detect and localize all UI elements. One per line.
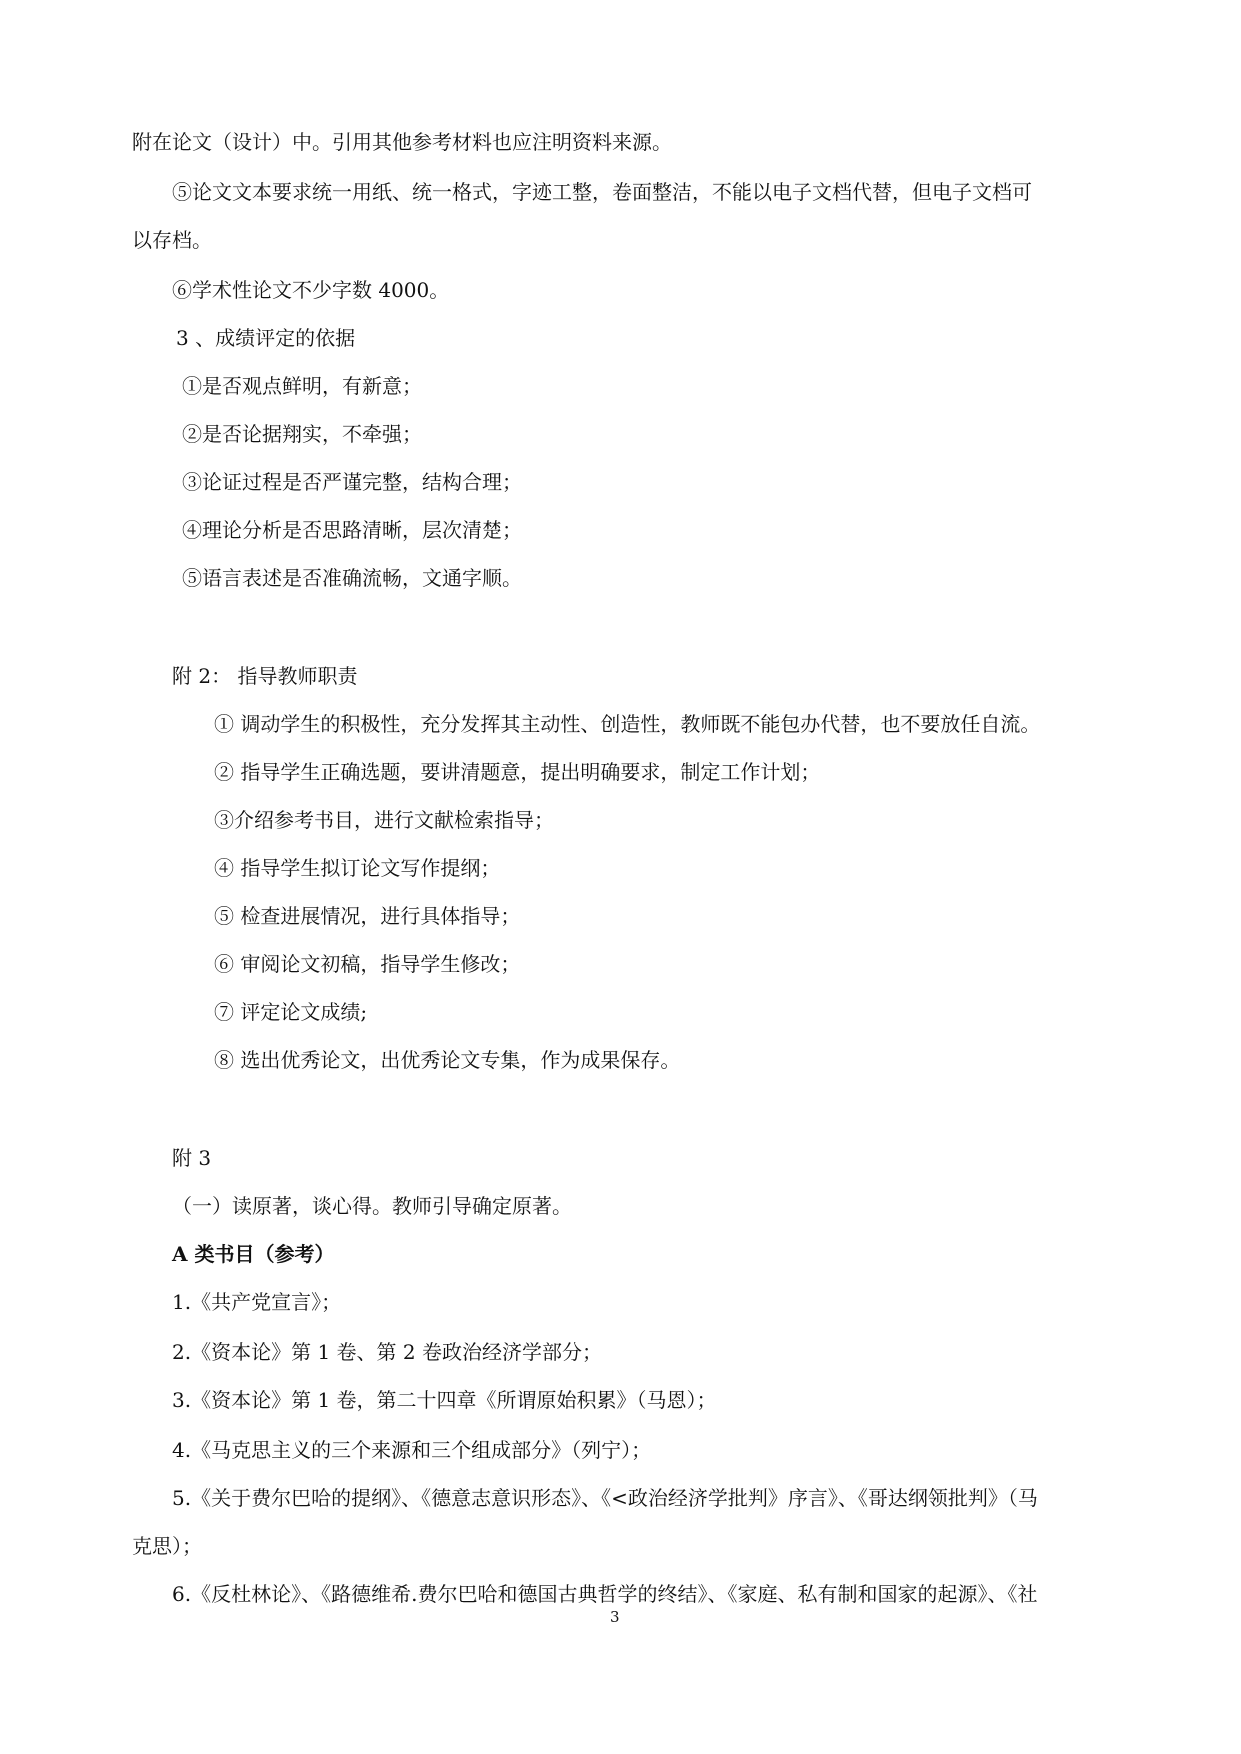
book-list-item: 5.《关于费尔巴哈的提纲》、《德意志意识形态》、《<政治经济学批判》序言》、《哥达纲领批判》（马 — [172, 1486, 1038, 1510]
paragraph-line: （一）读原著，谈心得。教师引导确定原著。 — [172, 1194, 572, 1218]
subsection-heading: A 类书目（参考） — [172, 1242, 335, 1266]
list-item: ②是否论据翔实，不牵强； — [182, 422, 422, 446]
book-list-item: 克思）； — [132, 1534, 202, 1558]
section-heading: 3 、成绩评定的依据 — [176, 326, 356, 350]
section-heading: 附 2： 指导教师职责 — [172, 664, 358, 688]
book-list-item: 2.《资本论》第 1 卷、第 2 卷政治经济学部分； — [172, 1340, 602, 1364]
section-heading: 附 3 — [172, 1146, 212, 1170]
book-list-item: 1.《共产党宣言》； — [172, 1290, 342, 1314]
list-item: ③介绍参考书目，进行文献检索指导； — [214, 808, 554, 832]
list-item: ② 指导学生正确选题，要讲清题意，提出明确要求，制定工作计划； — [214, 760, 821, 784]
list-item: ①是否观点鲜明，有新意； — [182, 374, 422, 398]
list-item: ⑥ 审阅论文初稿，指导学生修改； — [214, 952, 521, 976]
paragraph-line: ⑤论文文本要求统一用纸、统一格式，字迹工整，卷面整洁，不能以电子文档代替，但电子文档可 — [172, 180, 1032, 204]
book-list-item: 3.《资本论》第 1 卷，第二十四章《所谓原始积累》（马恩）； — [172, 1388, 717, 1412]
paragraph-line: 附在论文（设计）中。引用其他参考材料也应注明资料来源。 — [132, 130, 672, 154]
list-item: ⑤语言表述是否准确流畅，文通字顺。 — [182, 566, 522, 590]
paragraph-line: 以存档。 — [132, 228, 212, 252]
list-item: ⑧ 选出优秀论文，出优秀论文专集，作为成果保存。 — [214, 1048, 681, 1072]
list-item: ① 调动学生的积极性，充分发挥其主动性、创造性，教师既不能包办代替，也不要放任自流。 — [214, 712, 1041, 736]
book-list-item: 6.《反杜林论》、《路德维希.费尔巴哈和德国古典哲学的终结》、《家庭、私有制和国家的起源》、《社 — [172, 1582, 1038, 1606]
list-item: ④理论分析是否思路清晰，层次清楚； — [182, 518, 522, 542]
list-item: ⑤ 检查进展情况，进行具体指导； — [214, 904, 521, 928]
page-number: 3 — [610, 1608, 620, 1626]
paragraph-line: ⑥学术性论文不少字数 4000。 — [172, 278, 450, 302]
list-item: ⑦ 评定论文成绩; — [214, 1000, 368, 1024]
list-item: ③论证过程是否严谨完整，结构合理； — [182, 470, 522, 494]
list-item: ④ 指导学生拟订论文写作提纲； — [214, 856, 501, 880]
book-list-item: 4.《马克思主义的三个来源和三个组成部分》（列宁）； — [172, 1438, 652, 1462]
